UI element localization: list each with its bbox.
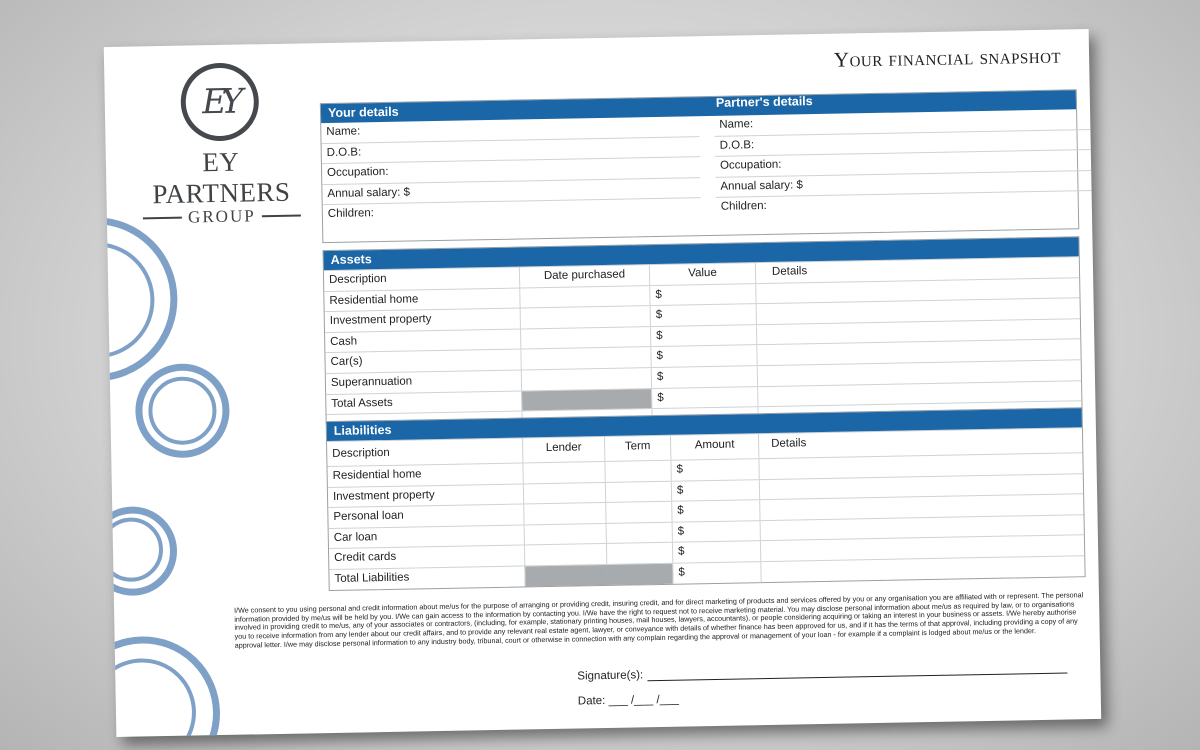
liability-total-amount-cell[interactable]: $ — [672, 562, 760, 583]
asset-date-cell[interactable] — [520, 306, 650, 328]
liability-lender-cell[interactable] — [524, 544, 606, 565]
liability-description: Credit cards — [334, 551, 397, 565]
liabilities-header: Liabilities — [333, 422, 392, 438]
asset-value-cell[interactable]: $ — [650, 325, 756, 347]
col-description: Description — [332, 446, 390, 460]
col-amount: Amount — [670, 434, 758, 460]
divider — [143, 217, 182, 219]
col-date-purchased: Date purchased — [519, 265, 649, 287]
partner-name-field[interactable]: Name: — [719, 118, 754, 131]
partner-details-header: Partner's details — [715, 94, 813, 110]
asset-description: Residential home — [329, 292, 419, 307]
col-value: Value — [649, 263, 755, 285]
asset-description: Cash — [330, 335, 358, 348]
partner-details-fields — [714, 109, 1094, 218]
asset-total-shaded — [521, 389, 651, 411]
signature-label: Signature(s): — [577, 669, 644, 683]
asset-description: Superannuation — [330, 375, 413, 389]
liability-amount-cell[interactable]: $ — [672, 521, 760, 542]
liability-term-cell[interactable] — [604, 461, 670, 482]
your-children-field[interactable]: Children: — [327, 207, 374, 221]
your-details-fields — [321, 116, 701, 225]
signature-line[interactable] — [647, 662, 1067, 682]
form-sheet — [104, 29, 1101, 737]
asset-value-cell[interactable]: $ — [650, 346, 756, 368]
details-section — [320, 89, 1079, 243]
date-field[interactable]: Date: ___ /___ /___ — [577, 693, 679, 708]
liability-term-cell[interactable] — [606, 523, 672, 544]
company-logo — [134, 61, 307, 228]
signature-row — [577, 662, 1067, 683]
partner-dob-field[interactable]: D.O.B: — [719, 138, 755, 152]
partner-occupation-field[interactable]: Occupation: — [719, 158, 782, 172]
asset-total-label: Total Assets — [331, 396, 393, 410]
asset-date-cell[interactable] — [520, 327, 650, 349]
liability-total-shaded — [524, 565, 606, 586]
liability-term-cell[interactable] — [606, 543, 672, 564]
liability-description: Personal loan — [333, 509, 404, 524]
partner-children-field[interactable]: Children: — [720, 200, 767, 214]
col-description: Description — [328, 272, 387, 286]
col-term: Term — [604, 436, 670, 461]
your-dob-field[interactable]: D.O.B: — [326, 145, 362, 159]
liability-amount-cell[interactable]: $ — [670, 459, 758, 480]
col-lender: Lender — [522, 437, 604, 462]
col-details: Details — [755, 257, 1079, 283]
divider — [262, 215, 301, 217]
asset-date-cell[interactable] — [519, 286, 649, 308]
asset-date-cell[interactable] — [520, 347, 650, 369]
liability-amount-cell[interactable]: $ — [671, 480, 759, 501]
liability-lender-cell[interactable] — [523, 483, 605, 504]
logo-mark-icon: EY — [180, 62, 259, 141]
liability-description: Car loan — [333, 530, 378, 544]
consent-text: I/We consent to you using personal and credit information about me/us for the purpose of arranging or providing credit, insuring credit, and for direct marketing of products and services offered by you or any organisation you are affiliated with or represent. The personal information provided by me/us will be held by you. I/We can gain access to the information by contacting you. I/We have the right to request not to receive marketing material. You may disclose personal information about me/us as required by law, or to organisations involved in providing credit to me/us, any of your associates or contractors, (including, for example, stationary printing houses, mail houses, lawyers, accountants), or people considering acquiring or taking an interest in your business or assets. I/We hereby authorise you to receive information from any lender about our credit affairs, and to provide any relevant real estate agent, lawyer, or conveyance with details of whether finance has been approved for us, and if it has the terms of that approval, including providing a copy of any approval letter. I/we may disclose personal information to any industry body, tribunal, court or otherwise in connection with any complain regarding the approval or management of your loan - for example if a complaint is lodged about me/us or the lender. — [234, 590, 1084, 650]
logo-group-label: GROUP — [187, 206, 256, 227]
logo-name: EY PARTNERS — [152, 146, 291, 210]
liability-lender-cell[interactable] — [523, 503, 605, 524]
liability-lender-cell[interactable] — [522, 462, 604, 483]
assets-header: Assets — [330, 252, 372, 267]
your-name-field[interactable]: Name: — [326, 125, 361, 139]
liability-total-label: Total Liabilities — [334, 571, 410, 585]
liability-amount-cell[interactable]: $ — [671, 500, 759, 521]
partner-salary-field[interactable]: Annual salary: $ — [720, 179, 803, 193]
asset-value-cell[interactable]: $ — [649, 284, 755, 306]
liability-total-shaded — [606, 564, 672, 585]
page-title: Your financial snapshot — [833, 43, 1062, 72]
your-details-header: Your details — [327, 104, 399, 120]
asset-total-value-cell[interactable]: $ — [651, 387, 757, 409]
your-salary-field[interactable]: Annual salary: $ — [327, 186, 411, 200]
asset-description: Investment property — [329, 313, 432, 328]
liability-term-cell[interactable] — [605, 481, 671, 502]
liability-description: Investment property — [332, 488, 435, 503]
liabilities-section — [326, 407, 1086, 590]
asset-date-cell[interactable] — [521, 368, 651, 390]
liability-description: Residential home — [332, 468, 422, 482]
liability-amount-cell[interactable]: $ — [672, 542, 760, 563]
col-details: Details — [758, 428, 1082, 458]
your-occupation-field[interactable]: Occupation: — [326, 166, 389, 180]
asset-value-cell[interactable]: $ — [650, 304, 756, 326]
asset-description: Car(s) — [330, 355, 363, 369]
asset-value-cell[interactable]: $ — [651, 366, 757, 388]
liability-lender-cell[interactable] — [524, 524, 606, 545]
liability-term-cell[interactable] — [605, 502, 671, 523]
assets-section — [323, 236, 1083, 424]
